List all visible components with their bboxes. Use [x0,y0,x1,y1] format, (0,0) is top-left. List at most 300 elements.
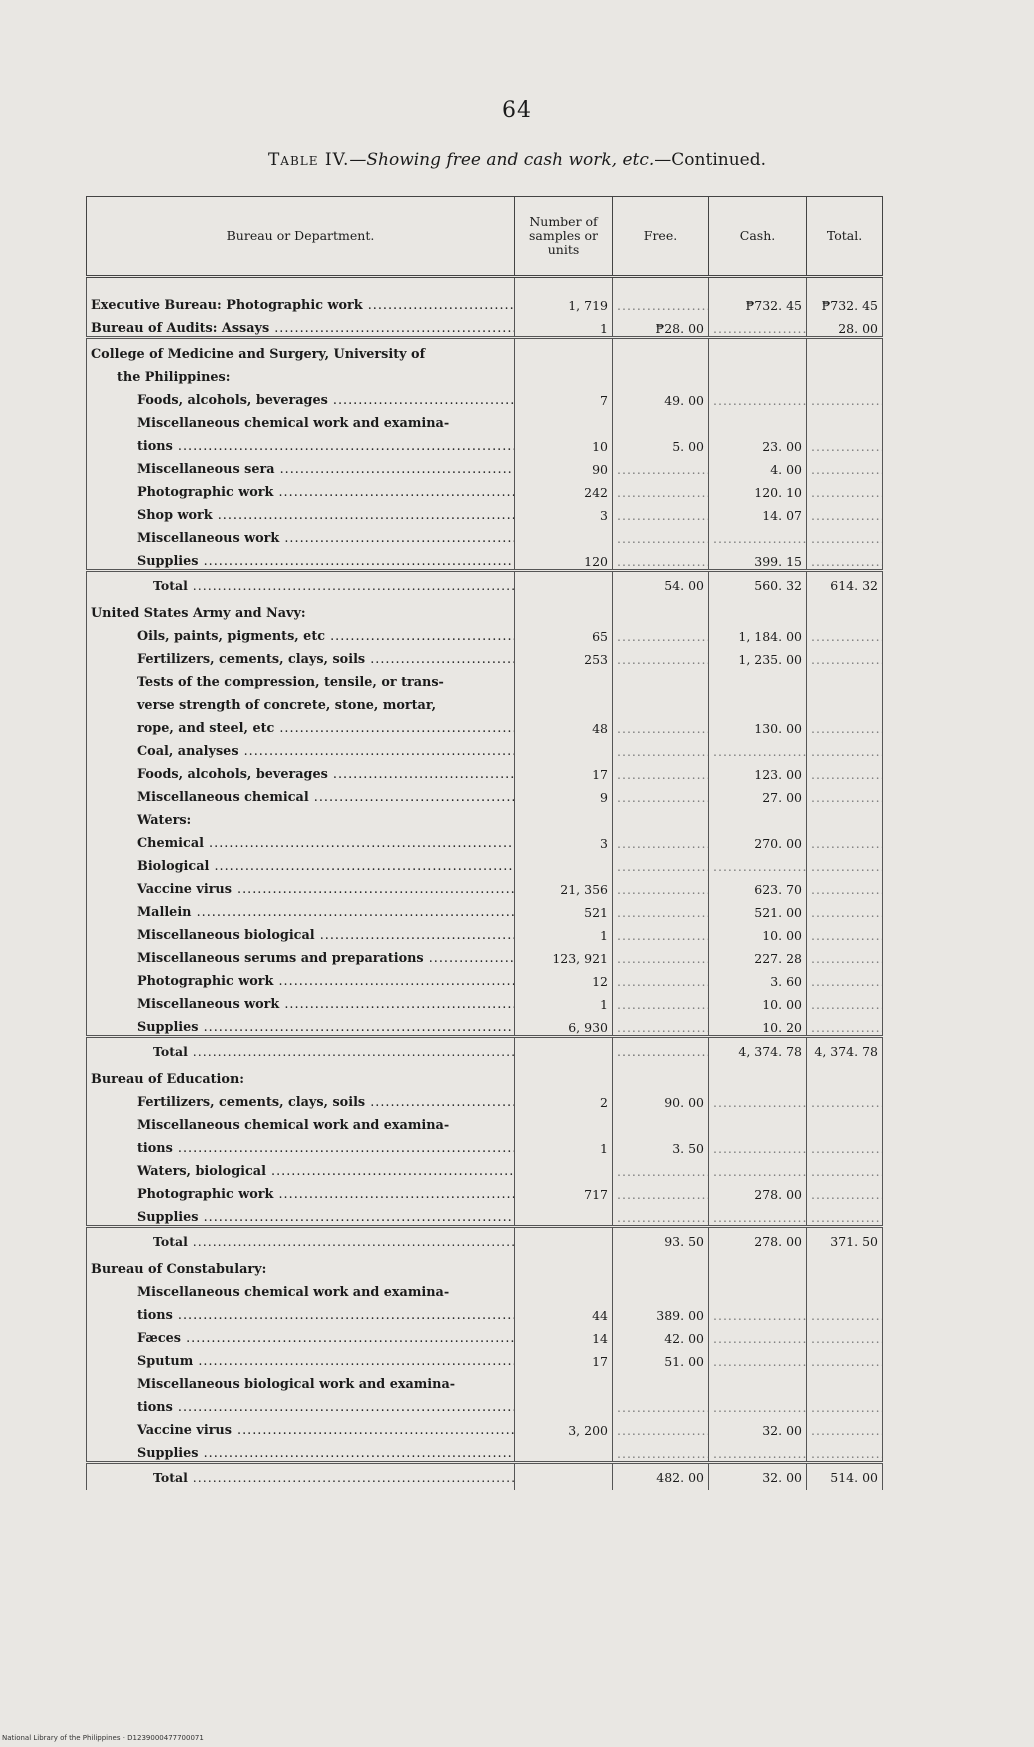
free-cell: 389. 00 [613,1300,709,1323]
free-cell [613,1202,709,1227]
total-cell [807,1254,883,1277]
cash-cell [709,1202,807,1227]
samples-cell: 3 [515,500,613,523]
free-cell [613,1037,709,1065]
cash-cell: 32. 00 [709,1415,807,1438]
table-title-italic: —Showing free and cash work, etc. [349,150,655,170]
row-label-text: Photographic work ..... [137,974,515,989]
row-label-text: Foods, alcohols, beverages ..... [137,393,515,408]
samples-cell [515,1037,613,1065]
cash-cell: 4. 00 [709,454,807,477]
cash-cell: 1, 184. 00 [709,621,807,644]
samples-cell [515,1156,613,1179]
free-cell [613,477,709,500]
samples-cell: 120 [515,546,613,571]
samples-cell [515,667,613,690]
row-label [87,1415,515,1438]
total-cell [807,362,883,385]
cash-cell: 130. 00 [709,713,807,736]
free-cell [613,338,709,363]
row-label [87,1133,515,1156]
table-row [87,1392,883,1415]
row-label-text: Miscellaneous chemical work and examina- [137,1285,450,1300]
free-cell: 42. 00 [613,1323,709,1346]
samples-cell: 17 [515,759,613,782]
cash-cell: 270. 00 [709,828,807,851]
row-label-text: rope, and steel, etc ..... [137,721,515,736]
row-label [87,408,515,431]
row-label [87,1254,515,1277]
samples-cell: 2 [515,1087,613,1110]
row-label-text: Waters, biological ..... [137,1164,515,1179]
row-label [87,1179,515,1202]
samples-cell [515,1227,613,1255]
samples-cell: 3, 200 [515,1415,613,1438]
total-row [87,571,883,599]
cash-cell [709,690,807,713]
row-label-text: Total ..... [153,1470,515,1485]
row-label [87,1064,515,1087]
free-cell [613,500,709,523]
row-label-text: Fæces ..... [137,1331,515,1346]
cash-cell: 10. 00 [709,989,807,1012]
row-label-text: College of Medicine and Surgery, University of [91,347,426,362]
table-row [87,1156,883,1179]
table-row [87,1300,883,1323]
row-label [87,1227,515,1255]
cash-cell [709,338,807,363]
table-row [87,1087,883,1110]
samples-cell: 7 [515,385,613,408]
table-row [87,1133,883,1156]
row-label [87,828,515,851]
row-label [87,1037,515,1065]
free-cell [613,1392,709,1415]
table-row [87,477,883,500]
samples-cell [515,851,613,874]
samples-cell [515,1110,613,1133]
samples-cell: 44 [515,1300,613,1323]
row-label-text: Photographic work ..... [137,485,515,500]
total-cell [807,874,883,897]
cash-cell [709,667,807,690]
cash-cell [709,523,807,546]
table-title-tail: —Continued. [654,150,767,170]
table-row [87,1179,883,1202]
cash-cell [709,1133,807,1156]
header-total: Total. [807,197,883,277]
row-label-text: Miscellaneous biological work and examina- [137,1377,456,1392]
table-row [87,736,883,759]
cash-cell [709,598,807,621]
row-label [87,1323,515,1346]
samples-cell: 1, 719 [515,290,613,313]
table-row [87,828,883,851]
row-label [87,598,515,621]
cash-cell: 278. 00 [709,1179,807,1202]
total-cell [807,989,883,1012]
cash-cell [709,805,807,828]
free-cell: 51. 00 [613,1346,709,1369]
cash-cell: 10. 00 [709,920,807,943]
free-cell [613,690,709,713]
row-label [87,1438,515,1463]
row-label [87,313,515,338]
free-cell: 93. 50 [613,1227,709,1255]
free-cell [613,736,709,759]
table-body [87,277,883,1491]
table-row [87,644,883,667]
table-row [87,874,883,897]
row-label-text: Supplies ..... [137,554,515,569]
table-row [87,667,883,690]
samples-cell: 3 [515,828,613,851]
row-label-text: tions ..... [137,1308,515,1323]
cash-cell: 32. 00 [709,1463,807,1491]
total-cell [807,644,883,667]
free-cell: 90. 00 [613,1087,709,1110]
page-number: 64 [502,98,532,123]
table-row [87,546,883,571]
free-cell [613,1110,709,1133]
row-label [87,1202,515,1227]
cash-cell: 4, 374. 78 [709,1037,807,1065]
row-label-text: Shop work ..... [137,508,515,523]
samples-cell [515,805,613,828]
table-row [87,500,883,523]
cash-cell [709,1323,807,1346]
row-label-text: Miscellaneous sera ..... [137,462,515,477]
cash-cell: 521. 00 [709,897,807,920]
cash-cell [709,1300,807,1323]
row-label [87,920,515,943]
free-cell: 3. 50 [613,1133,709,1156]
total-cell [807,546,883,571]
cash-cell [709,1087,807,1110]
spacer-row [87,277,883,291]
free-cell: 482. 00 [613,1463,709,1491]
free-cell [613,290,709,313]
free-cell [613,782,709,805]
total-cell [807,897,883,920]
table-row [87,1415,883,1438]
samples-cell [515,1463,613,1491]
spacer-cell [87,277,515,291]
row-label-text: Fertilizers, cements, clays, soils ..... [137,1095,515,1110]
samples-cell: 123, 921 [515,943,613,966]
samples-cell: 9 [515,782,613,805]
total-cell [807,1087,883,1110]
total-cell [807,598,883,621]
samples-cell [515,1277,613,1300]
row-label-text: Supplies ..... [137,1020,515,1035]
row-label [87,690,515,713]
total-cell: 614. 32 [807,571,883,599]
samples-cell: 10 [515,431,613,454]
free-cell [613,851,709,874]
row-label [87,500,515,523]
cash-cell [709,1346,807,1369]
table-row [87,1110,883,1133]
cash-cell [709,1369,807,1392]
row-label-text: tions ..... [137,1400,515,1415]
table-row [87,989,883,1012]
cash-cell [709,385,807,408]
total-cell [807,759,883,782]
cash-cell: 10. 20 [709,1012,807,1037]
table-row [87,523,883,546]
table-row [87,943,883,966]
free-cell [613,874,709,897]
cash-cell [709,408,807,431]
samples-cell: 1 [515,920,613,943]
cash-cell [709,736,807,759]
row-label-text: Miscellaneous serums and preparations ..... [137,951,515,966]
row-label [87,1087,515,1110]
total-cell [807,943,883,966]
row-label-text: Oils, paints, pigments, etc ..... [137,629,515,644]
row-label [87,897,515,920]
header-free: Free. [613,197,709,277]
row-label [87,431,515,454]
row-label [87,989,515,1012]
library-stamp: National Library of the Philippines · D1239000477700071 [2,1734,204,1742]
total-cell [807,828,883,851]
total-cell: ₱732. 45 [807,290,883,313]
spacer-cell [807,277,883,291]
samples-cell: 12 [515,966,613,989]
total-cell: 28. 00 [807,313,883,338]
spacer-cell [515,277,613,291]
free-cell [613,408,709,431]
samples-cell: 17 [515,1346,613,1369]
table-title [0,150,1034,170]
total-cell [807,713,883,736]
row-label [87,1277,515,1300]
row-label-text: Total ..... [153,578,515,593]
cash-cell: 623. 70 [709,874,807,897]
row-label [87,1463,515,1491]
total-cell [807,1415,883,1438]
row-label-text: the Philippines: [117,370,231,385]
row-label [87,546,515,571]
samples-cell [515,571,613,599]
free-cell: 49. 00 [613,385,709,408]
row-label [87,1392,515,1415]
row-label [87,1012,515,1037]
cash-cell: 227. 28 [709,943,807,966]
samples-cell [515,1438,613,1463]
row-label-text: Bureau of Education: [91,1072,244,1087]
samples-cell [515,408,613,431]
row-label-text: Supplies ..... [137,1210,515,1225]
row-label [87,736,515,759]
samples-cell: 1 [515,989,613,1012]
samples-cell [515,736,613,759]
total-cell [807,1064,883,1087]
free-cell [613,644,709,667]
row-label-text: Miscellaneous work ..... [137,997,515,1012]
row-label-text: Vaccine virus ..... [137,1423,515,1438]
header-samples: Number of samples or units [515,197,613,277]
total-cell [807,1438,883,1463]
total-cell [807,1300,883,1323]
row-label-text: United States Army and Navy: [91,606,306,621]
free-cell [613,1156,709,1179]
cash-cell: 3. 60 [709,966,807,989]
cash-cell: ₱732. 45 [709,290,807,313]
row-label-text: Executive Bureau: Photographic work ..... [91,298,515,313]
samples-cell [515,523,613,546]
free-cell [613,805,709,828]
row-label-text: Tests of the compression, tensile, or trans- [137,675,444,690]
cash-cell [709,851,807,874]
free-cell: 5. 00 [613,431,709,454]
row-label [87,851,515,874]
total-cell [807,1346,883,1369]
cash-cell [709,313,807,338]
table-row [87,1012,883,1037]
row-label [87,874,515,897]
samples-cell: 14 [515,1323,613,1346]
total-cell [807,1110,883,1133]
row-label-text: Photographic work ..... [137,1187,515,1202]
total-cell [807,1012,883,1037]
row-label [87,966,515,989]
free-cell: 54. 00 [613,571,709,599]
total-cell [807,500,883,523]
total-cell [807,690,883,713]
samples-cell: 1 [515,1133,613,1156]
table-row [87,1438,883,1463]
total-cell [807,1323,883,1346]
row-label [87,805,515,828]
total-cell: 371. 50 [807,1227,883,1255]
row-label-text: Miscellaneous chemical work and examina- [137,416,450,431]
work-table [86,196,883,1490]
table-row [87,362,883,385]
row-label [87,667,515,690]
cash-cell [709,1392,807,1415]
free-cell [613,828,709,851]
table-row [87,1064,883,1087]
table-row [87,805,883,828]
total-cell [807,805,883,828]
total-cell [807,1156,883,1179]
free-cell: ₱28. 00 [613,313,709,338]
total-cell [807,851,883,874]
free-cell [613,1254,709,1277]
total-cell [807,1392,883,1415]
cash-cell: 1, 235. 00 [709,644,807,667]
row-label [87,1300,515,1323]
samples-cell: 253 [515,644,613,667]
row-label-text: Miscellaneous chemical work and examina- [137,1118,450,1133]
row-label [87,523,515,546]
row-label [87,385,515,408]
row-label [87,454,515,477]
row-label-text: Miscellaneous work ..... [137,531,515,546]
cash-cell: 278. 00 [709,1227,807,1255]
free-cell [613,920,709,943]
row-label-text: Fertilizers, cements, clays, soils ..... [137,652,515,667]
total-cell: 4, 374. 78 [807,1037,883,1065]
total-cell [807,454,883,477]
row-label [87,759,515,782]
row-label-text: Waters: [137,813,192,828]
row-label [87,362,515,385]
table-row [87,454,883,477]
row-label-text: Sputum ..... [137,1354,515,1369]
table-row [87,897,883,920]
free-cell [613,454,709,477]
table-row [87,759,883,782]
total-row [87,1227,883,1255]
cash-cell [709,362,807,385]
table-row [87,713,883,736]
free-cell [613,362,709,385]
row-label [87,571,515,599]
free-cell [613,1277,709,1300]
total-cell [807,736,883,759]
table-row [87,1277,883,1300]
row-label [87,1346,515,1369]
header-cash: Cash. [709,197,807,277]
table-title-lead: Table IV. [267,150,350,170]
free-cell [613,713,709,736]
row-label [87,477,515,500]
total-row [87,1463,883,1491]
samples-cell: 717 [515,1179,613,1202]
cash-cell: 14. 07 [709,500,807,523]
free-cell [613,1369,709,1392]
table-row [87,431,883,454]
row-label-text: Bureau of Constabulary: [91,1262,267,1277]
cash-cell [709,1277,807,1300]
table-row [87,621,883,644]
row-label-text: Bureau of Audits: Assays ..... [91,321,515,336]
row-label [87,1110,515,1133]
row-label [87,713,515,736]
samples-cell [515,1392,613,1415]
free-cell [613,621,709,644]
total-cell [807,1133,883,1156]
cash-cell: 27. 00 [709,782,807,805]
row-label-text: Total ..... [153,1234,515,1249]
row-label-text: Coal, analyses ..... [137,744,515,759]
free-cell [613,989,709,1012]
row-label-text: tions ..... [137,1141,515,1156]
samples-cell: 90 [515,454,613,477]
samples-cell [515,1064,613,1087]
samples-cell: 242 [515,477,613,500]
table-row [87,1202,883,1227]
header-row [87,197,883,277]
samples-cell: 1 [515,313,613,338]
cash-cell: 120. 10 [709,477,807,500]
row-label-text: Supplies ..... [137,1446,515,1461]
free-cell [613,943,709,966]
cash-cell: 23. 00 [709,431,807,454]
table-row [87,1323,883,1346]
table-row [87,782,883,805]
free-cell [613,523,709,546]
free-cell [613,598,709,621]
total-cell [807,782,883,805]
table-row [87,920,883,943]
table-row [87,338,883,363]
free-cell [613,966,709,989]
